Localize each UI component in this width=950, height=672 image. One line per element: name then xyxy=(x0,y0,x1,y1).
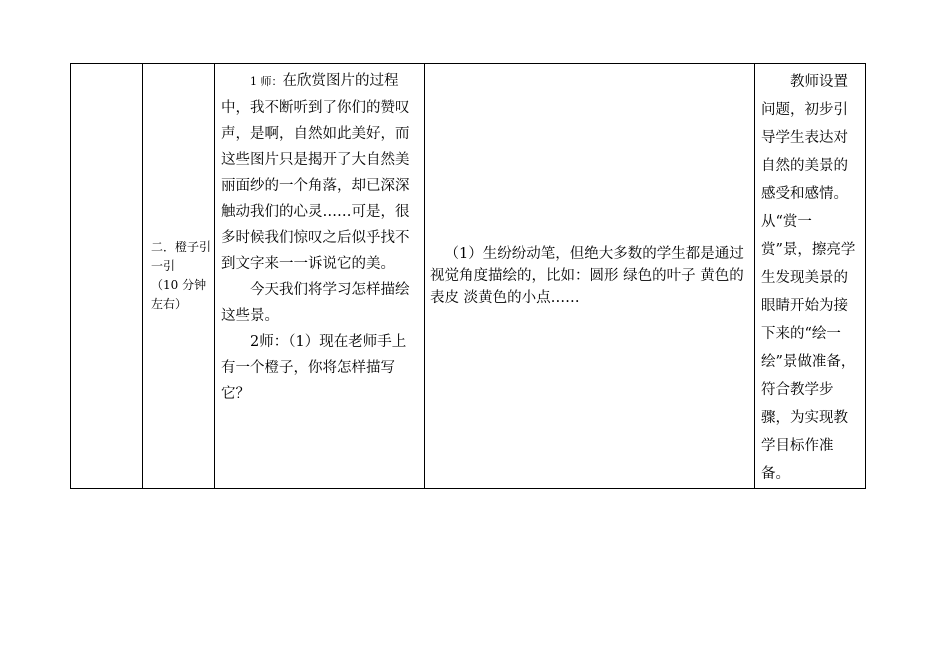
empty-column-cell xyxy=(71,64,143,489)
design-intent-cell xyxy=(755,64,866,489)
student-paragraph-1: （1）生纷纷动笔，但绝大多数的学生都是通过视觉角度描绘的，比如：圆形 绿色的叶子 黄色的表皮 淡黄色的小点…… xyxy=(430,246,744,306)
teacher-paragraph-2: 今天我们将学习怎样描绘这些景。 xyxy=(221,282,410,324)
lesson-plan-table xyxy=(70,63,866,489)
design-intent-paragraph: 教师设置问题，初步引导学生表达对自然的美景的感受和感情。从“赏一赏”景，擦亮学生发现美景的眼睛开始为接下来的“绘一绘”景做准备，符合教学步骤，为实现教学目标作准备。 xyxy=(761,74,856,482)
stage-cell xyxy=(143,64,215,489)
table-row xyxy=(71,64,866,489)
stage-title: 二．橙子引一引 xyxy=(151,240,212,273)
teacher-paragraph-1 xyxy=(221,68,420,277)
teacher-p1-text: 在欣赏图片的过程中，我不断听到了你们的赞叹声，是啊，自然如此美好，而这些图片只是揭开了大自然美丽面纱的一个角落，却已深深触动我们的心灵……可是，很多时候我们惊叹之后似乎找不到文字来一一诉说它的美。 xyxy=(221,73,410,272)
stage-duration: （10 分钟左右） xyxy=(151,278,207,311)
teacher-activity-cell xyxy=(215,64,425,489)
teacher-paragraph-3: 2师：（1）现在老师手上有一个橙子，你将怎样描写它？ xyxy=(221,334,407,402)
teacher-p1-label: 1 师： xyxy=(250,75,283,88)
student-activity-cell xyxy=(425,64,755,489)
